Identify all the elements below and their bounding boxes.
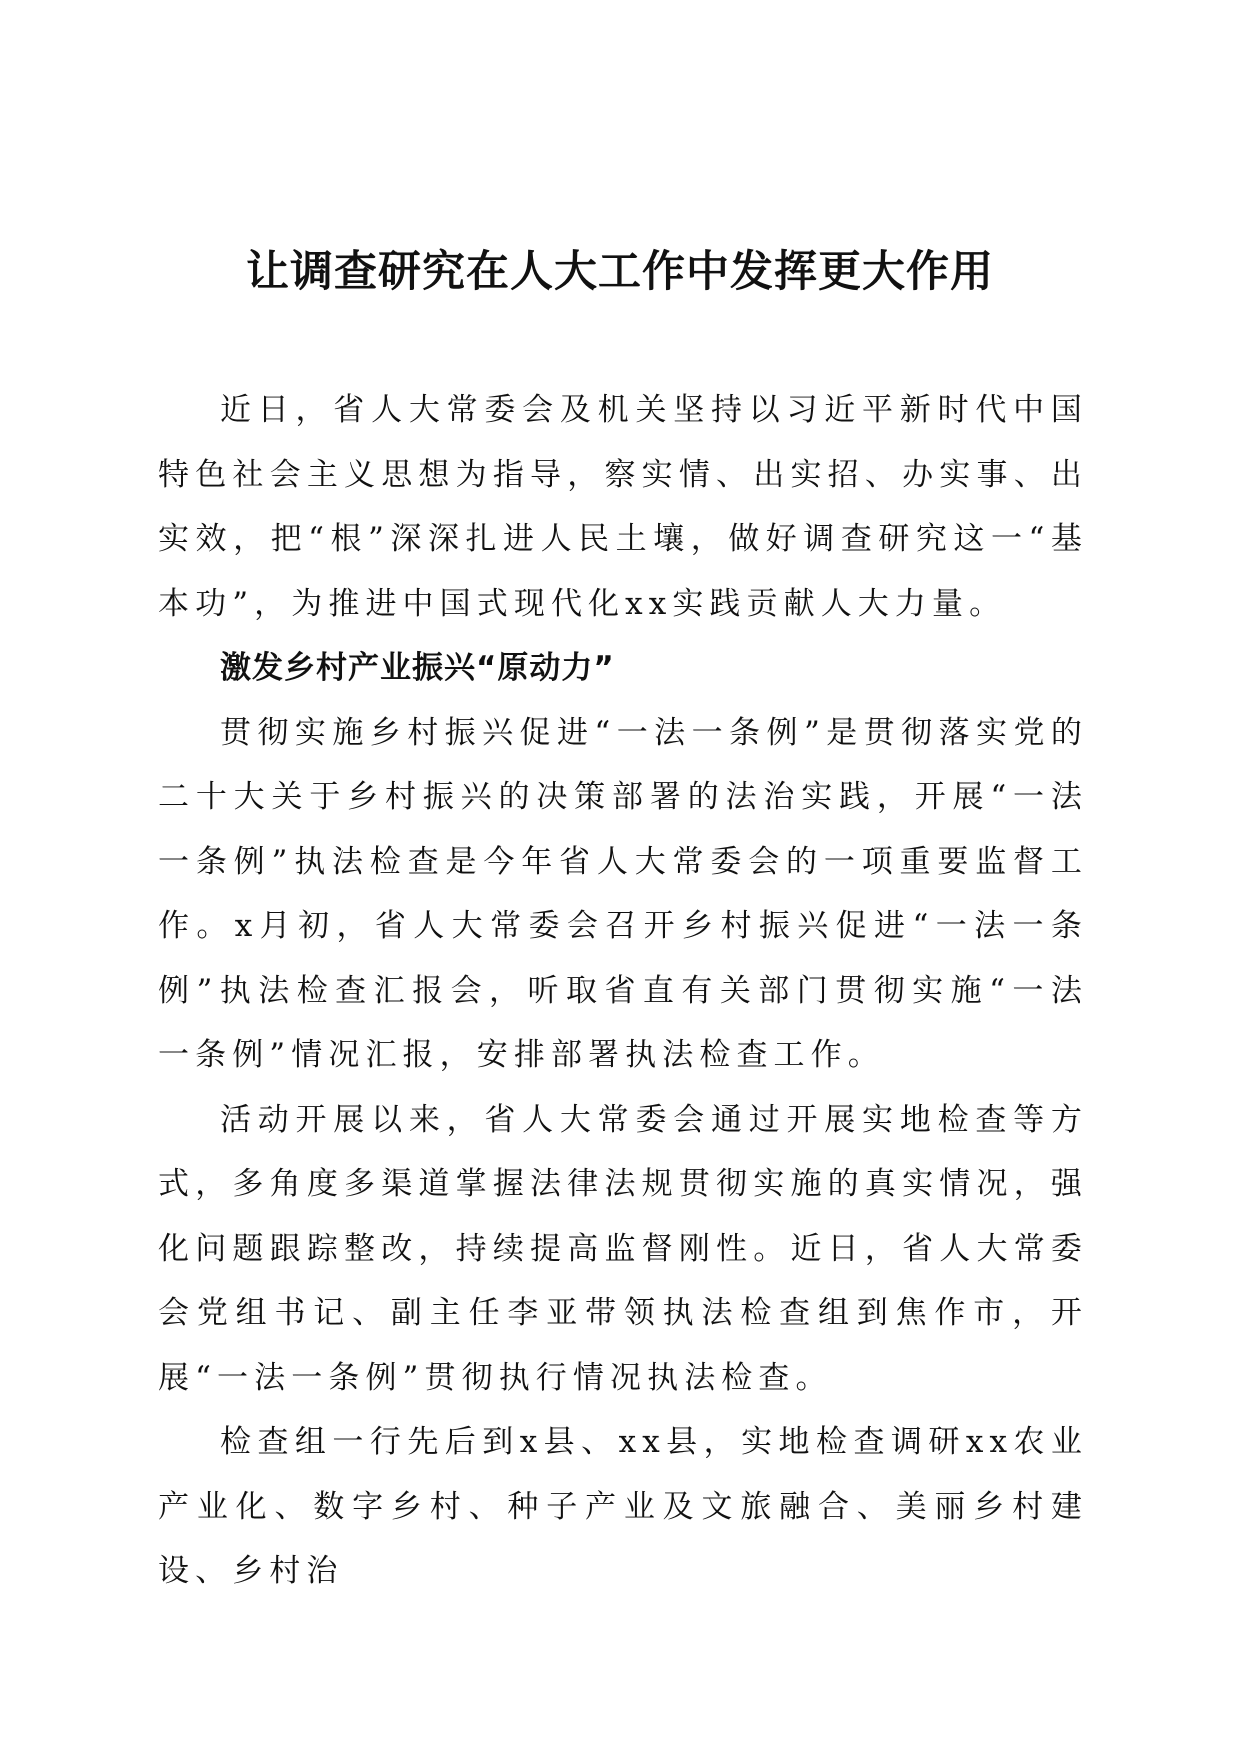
document-body [158,378,1088,1604]
paragraph-law-implementation: 贯彻实施乡村振兴促进“一法一条例”是贯彻落实党的二十大关于乡村振兴的决策部署的法治实践，开展“一法一条例”执法检查是今年省人大常委会的一项重要监督工作。x月初，省人大常委会召开乡村振兴促进“一法一条例”执法检查汇报会，听取省直有关部门贯彻实施“一法一条例”情况汇报，安排部署执法检查工作。 [158,714,1088,1073]
paragraph-inspection-visit: 检查组一行先后到x县、xx县，实地检查调研xx农业产业化、数字乡村、种子产业及文旅融合、美丽乡村建设、乡村治 [158,1424,1088,1589]
document-title: 让调查研究在人大工作中发挥更大作用 [246,247,994,297]
paragraph-intro: 近日，省人大常委会及机关坚持以习近平新时代中国特色社会主义思想为指导，察实情、出实招、办实事、出实效，把“根”深深扎进人民土壤，做好调查研究这一“基本功”，为推进中国式现代化xx实践贡献人大力量。 [158,392,1088,622]
paragraph-inspection-activities: 活动开展以来，省人大常委会通过开展实地检查等方式，多角度多渠道掌握法律法规贯彻实施的真实情况，强化问题跟踪整改，持续提高监督刚性。近日，省人大常委会党组书记、副主任李亚带领执法检查组到焦作市，开展“一法一条例”贯彻执行情况执法检查。 [158,1101,1088,1396]
section-heading: 激发乡村产业振兴“原动力” [220,650,615,686]
